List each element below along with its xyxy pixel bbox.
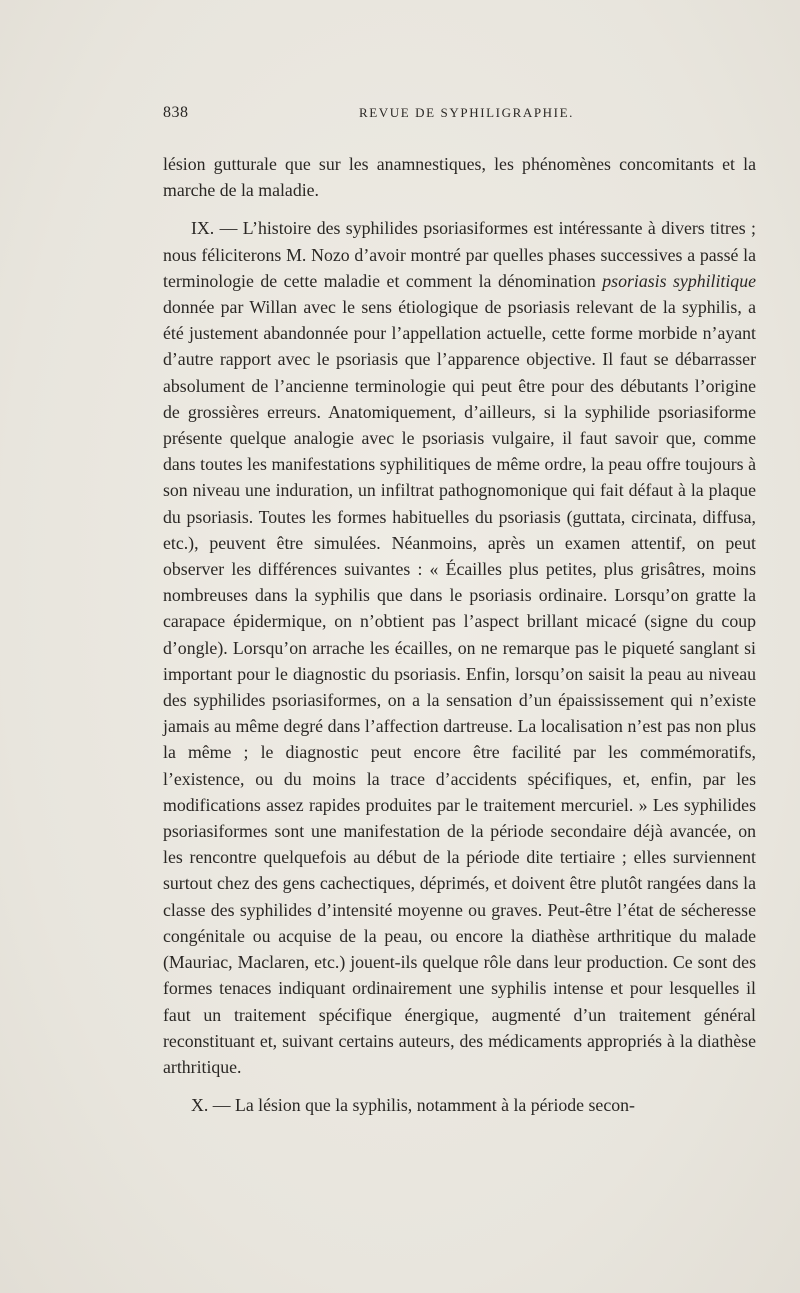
paragraph-ix-end: donnée par Willan avec le sens étiologique de psoriasis relevant de la syphilis, a été justement abandonnée pour l’appellation actuelle, cette forme morbide n’ayant d’autre rapport avec le psoriasis que l’apparence objective. Il faut se débarrasser absolument de l’ancienne terminologie qui peut être pour des débutants l’origine de grossières erreurs. Anatomiquement, d’ailleurs, si la syphilide psoriasiforme présente quelque analogie avec le psoriasis vulgaire, il faut savoir que, comme dans toutes les manifestations syphilitiques de même ordre, la peau offre toujours à son niveau une induration, un infiltrat pathognomonique qui fait défaut à la plaque du psoriasis. Toutes les formes habituelles du psoriasis (guttata, circinata, diffusa, etc.), peuvent être simulées. Néanmoins, après un examen attentif, on peut observer les différences suivantes : « Écailles plus petites, plus grisâtres, moins nombreuses dans la syphilis que dans le psoriasis ordinaire. Lorsqu’on gratte la carapace épidermique, on n’obtient pas l’aspect brillant micacé (signe du coup d’ongle). Lorsqu’on arrache les écailles, on ne remarque pas le piqueté sanglant si important pour le diagnostic du psoriasis. Enfin, lorsqu’on saisit la peau au niveau des syphilides psoriasiformes, on a la sensation d’un épaississement qui n’existe jamais au même degré dans l’affection dartreuse. La localisation n’est pas non plus la même ; le diagnostic peut encore être facilité par les commémoratifs, l’existence, ou du moins la trace d’accidents spécifiques, et, enfin, par les modifications assez rapides produites par le traitement mercuriel. » Les syphilides psoriasiformes sont une manifestation de la période secondaire déjà avancée, on les rencontre quelquefois au début de la période dite tertiaire ; elles surviennent surtout chez des gens cachectiques, déprimés, et doivent être plutôt rangées dans la classe des syphilides d’intensité moyenne ou graves. Peut-être l’état de sécheresse congénitale ou acquise de la peau, ou encore la diathèse arthritique du malade (Mauriac, Maclaren, etc.) jouent-ils quelque rôle dans leur production. Ce sont des formes tenaces indiquant ordinairement une syphilis intense et pour lesquelles il faut un traitement spécifique énergique, augmenté d’un traitement général reconstituant et, suivant certains auteurs, des médicaments appropriés à la diathèse arthritique. xyxy=(163,297,756,1077)
paragraph-x: X. — La lésion que la syphilis, notamment à la période secon- xyxy=(191,1095,635,1116)
paragraph-continuation: lésion gutturale que sur les anamnestiques, les phénomènes concomitants et la marche de la maladie. xyxy=(163,154,756,201)
page-number: 838 xyxy=(163,104,189,121)
running-title: REVUE DE SYPHILIGRAPHIE. xyxy=(359,105,574,120)
paragraph-ix xyxy=(163,215,756,1080)
paragraph-ix-start: IX. — L’histoire des syphilides psoriasiformes est intéressante à divers titres ; nous féliciterons M. Nozo d’avoir montré par quelles phases successives a passé la terminologie de cette maladie et comment la dénomination xyxy=(163,218,756,291)
italic-term: psoriasis syphilitique xyxy=(602,270,756,291)
body-text xyxy=(163,151,756,1118)
page-header xyxy=(163,104,756,126)
